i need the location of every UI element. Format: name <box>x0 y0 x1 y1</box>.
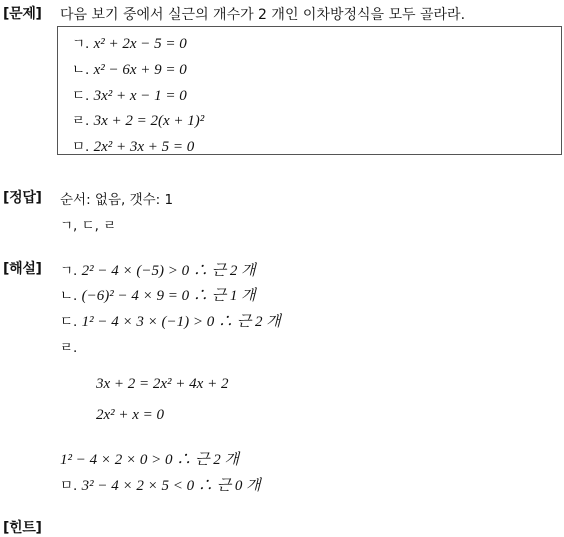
options-box <box>57 26 562 155</box>
solution-line-4: ㄹ. <box>60 340 78 356</box>
solution-line-2: ㄴ. (−6)² − 4 × 9 = 0 ∴ 근 1 개 <box>60 288 256 304</box>
derivation-line-1: 3x + 2 = 2x² + 4x + 2 <box>96 376 229 392</box>
solution-line-3: ㄷ. 1² − 4 × 3 × (−1) > 0 ∴ 근 2 개 <box>60 314 281 330</box>
option-4: ㄹ. 3x + 2 = 2(x + 1)² <box>72 113 205 129</box>
option-3: ㄷ. 3x² + x − 1 = 0 <box>72 88 187 104</box>
hint-label: [힌트] <box>3 520 42 536</box>
solution-after-2: ㅁ. 3² − 4 × 2 × 5 < 0 ∴ 근 0 개 <box>60 478 261 494</box>
solution-line-1: ㄱ. 2² − 4 × (−5) > 0 ∴ 근 2 개 <box>60 263 256 279</box>
answer-label: [정답] <box>3 190 42 206</box>
problem-label: [문제] <box>3 6 42 22</box>
derivation-line-2: 2x² + x = 0 <box>96 407 165 423</box>
answer-meta: 순서: 없음, 갯수: 1 <box>60 192 174 208</box>
problem-question: 다음 보기 중에서 실근의 개수가 2 개인 이차방정식을 모두 골라라. <box>60 7 466 23</box>
option-2: ㄴ. x² − 6x + 9 = 0 <box>72 62 187 78</box>
answer-value: ㄱ, ㄷ, ㄹ <box>60 218 117 234</box>
option-5: ㅁ. 2x² + 3x + 5 = 0 <box>72 139 195 155</box>
solution-after-1: 1² − 4 × 2 × 0 > 0 ∴ 근 2 개 <box>60 452 239 468</box>
solution-label: [해설] <box>3 261 42 277</box>
option-1: ㄱ. x² + 2x − 5 = 0 <box>72 36 187 52</box>
